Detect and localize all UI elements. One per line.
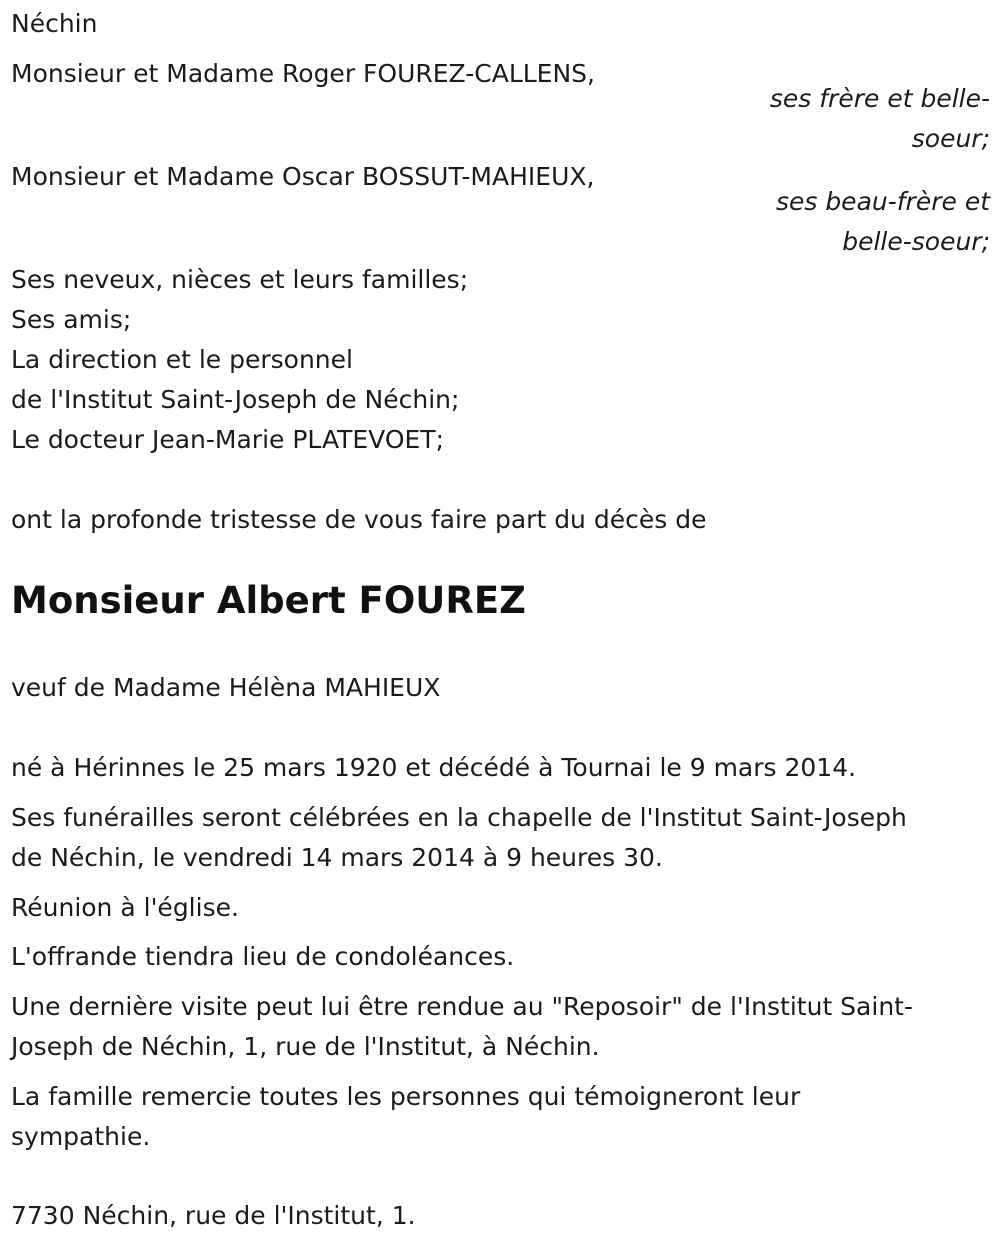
others-line-4: de l'Institut Saint-Joseph de Néchin;: [11, 385, 460, 414]
family-member-2-relation-line1: ses beau-frère et: [775, 187, 990, 216]
widower-text: veuf de Madame Hélèna MAHIEUX: [11, 673, 441, 702]
others-line-5: Le docteur Jean-Marie PLATEVOET;: [11, 425, 444, 454]
meeting-text: Réunion à l'église.: [11, 893, 239, 922]
family-member-1-relation-line1: ses frère et belle-: [769, 84, 990, 113]
offering-text: L'offrande tiendra lieu de condoléances.: [11, 942, 515, 971]
funeral-text-line1: Ses funérailles seront célébrées en la chapelle de l'Institut Saint-Joseph: [11, 803, 907, 832]
visit-text-line1: Une dernière visite peut lui être rendue au "Reposoir" de l'Institut Saint-: [11, 992, 913, 1021]
others-line-1: Ses neveux, nièces et leurs familles;: [11, 265, 469, 294]
family-member-2-relation-line2: belle-soeur;: [842, 227, 990, 256]
address-text: 7730 Néchin, rue de l'Institut, 1.: [11, 1201, 416, 1230]
others-line-2: Ses amis;: [11, 305, 132, 334]
family-member-1-relation-line2: soeur;: [911, 124, 990, 153]
thanks-text-line1: La famille remercie toutes les personnes qui témoigneront leur: [11, 1082, 801, 1111]
funeral-text-line2: de Néchin, le vendredi 14 mars 2014 à 9 heures 30.: [11, 843, 663, 872]
deceased-name: Monsieur Albert FOUREZ: [11, 579, 526, 622]
place-heading: Néchin: [11, 9, 98, 38]
thanks-text-line2: sympathie.: [11, 1122, 151, 1151]
family-member-2-name: Monsieur et Madame Oscar BOSSUT-MAHIEUX,: [11, 162, 595, 191]
family-member-1-name: Monsieur et Madame Roger FOUREZ-CALLENS,: [11, 59, 595, 88]
birth-death-text: né à Hérinnes le 25 mars 1920 et décédé à Tournai le 9 mars 2014.: [11, 753, 857, 782]
others-line-3: La direction et le personnel: [11, 345, 353, 374]
announcement-text: ont la profonde tristesse de vous faire part du décès de: [11, 505, 707, 534]
visit-text-line2: Joseph de Néchin, 1, rue de l'Institut, à Néchin.: [11, 1032, 600, 1061]
